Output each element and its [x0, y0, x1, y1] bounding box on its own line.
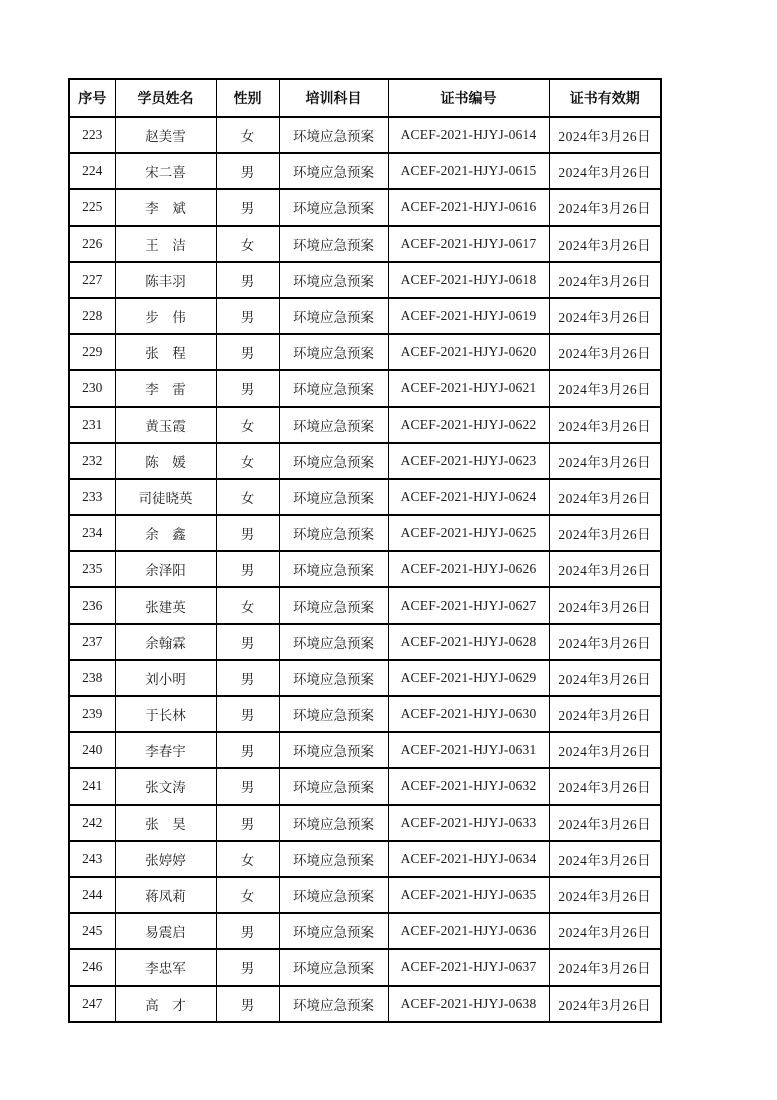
table-row — [69, 768, 661, 804]
row-number-cell: 225 — [69, 189, 115, 225]
certificate-number-cell: ACEF-2021-HJYJ-0625 — [388, 515, 549, 551]
student-name-cell: 余泽阳 — [115, 551, 216, 587]
certificate-number-cell: ACEF-2021-HJYJ-0619 — [388, 298, 549, 334]
certificate-number-cell: ACEF-2021-HJYJ-0617 — [388, 226, 549, 262]
table-row — [69, 913, 661, 949]
gender-cell: 男 — [216, 262, 279, 298]
validity-date-cell: 2024年3月26日 — [549, 986, 661, 1022]
validity-date-cell: 2024年3月26日 — [549, 587, 661, 623]
certificate-number-cell: ACEF-2021-HJYJ-0626 — [388, 551, 549, 587]
table-row — [69, 189, 661, 225]
validity-date-cell: 2024年3月26日 — [549, 949, 661, 985]
student-name-cell: 张 昊 — [115, 805, 216, 841]
certificate-number-cell: ACEF-2021-HJYJ-0638 — [388, 986, 549, 1022]
validity-date-cell: 2024年3月26日 — [549, 877, 661, 913]
gender-cell: 男 — [216, 153, 279, 189]
table-row — [69, 732, 661, 768]
table-row — [69, 407, 661, 443]
gender-cell: 女 — [216, 841, 279, 877]
table-row — [69, 841, 661, 877]
row-number-cell: 236 — [69, 587, 115, 623]
student-name-cell: 步 伟 — [115, 298, 216, 334]
student-name-cell: 司徒晓英 — [115, 479, 216, 515]
certificate-number-cell: ACEF-2021-HJYJ-0618 — [388, 262, 549, 298]
training-subject-cell: 环境应急预案 — [279, 660, 388, 696]
gender-cell: 女 — [216, 479, 279, 515]
gender-cell: 男 — [216, 189, 279, 225]
table-row — [69, 370, 661, 406]
training-subject-cell: 环境应急预案 — [279, 117, 388, 153]
certificate-number-cell: ACEF-2021-HJYJ-0635 — [388, 877, 549, 913]
certificate-number-cell: ACEF-2021-HJYJ-0629 — [388, 660, 549, 696]
training-subject-cell: 环境应急预案 — [279, 479, 388, 515]
table-row — [69, 877, 661, 913]
certificate-number-cell: ACEF-2021-HJYJ-0637 — [388, 949, 549, 985]
certificate-number-cell: ACEF-2021-HJYJ-0614 — [388, 117, 549, 153]
validity-date-cell: 2024年3月26日 — [549, 805, 661, 841]
student-name-cell: 易震启 — [115, 913, 216, 949]
validity-date-cell: 2024年3月26日 — [549, 913, 661, 949]
student-name-cell: 李春宇 — [115, 732, 216, 768]
certificate-number-cell: ACEF-2021-HJYJ-0631 — [388, 732, 549, 768]
training-subject-cell: 环境应急预案 — [279, 515, 388, 551]
table-header-row — [69, 79, 661, 117]
table-row — [69, 949, 661, 985]
validity-date-cell: 2024年3月26日 — [549, 841, 661, 877]
certificate-number-cell: ACEF-2021-HJYJ-0621 — [388, 370, 549, 406]
certificate-number-cell: ACEF-2021-HJYJ-0633 — [388, 805, 549, 841]
certificate-table — [68, 78, 662, 1023]
student-name-cell: 陈丰羽 — [115, 262, 216, 298]
training-subject-cell: 环境应急预案 — [279, 805, 388, 841]
table-row — [69, 298, 661, 334]
gender-cell: 男 — [216, 515, 279, 551]
row-number-cell: 238 — [69, 660, 115, 696]
row-number-cell: 243 — [69, 841, 115, 877]
gender-cell: 男 — [216, 732, 279, 768]
row-number-cell: 227 — [69, 262, 115, 298]
training-subject-cell: 环境应急预案 — [279, 624, 388, 660]
gender-cell: 男 — [216, 298, 279, 334]
table-row — [69, 515, 661, 551]
gender-cell: 女 — [216, 443, 279, 479]
validity-date-cell: 2024年3月26日 — [549, 298, 661, 334]
training-subject-cell: 环境应急预案 — [279, 768, 388, 804]
student-name-cell: 余 鑫 — [115, 515, 216, 551]
header-certificate-number: 证书编号 — [388, 79, 549, 117]
table-row — [69, 443, 661, 479]
validity-date-cell: 2024年3月26日 — [549, 515, 661, 551]
student-name-cell: 李 斌 — [115, 189, 216, 225]
validity-date-cell: 2024年3月26日 — [549, 479, 661, 515]
gender-cell: 男 — [216, 334, 279, 370]
certificate-number-cell: ACEF-2021-HJYJ-0622 — [388, 407, 549, 443]
validity-date-cell: 2024年3月26日 — [549, 624, 661, 660]
certificate-number-cell: ACEF-2021-HJYJ-0616 — [388, 189, 549, 225]
training-subject-cell: 环境应急预案 — [279, 877, 388, 913]
student-name-cell: 高 才 — [115, 986, 216, 1022]
training-subject-cell: 环境应急预案 — [279, 732, 388, 768]
training-subject-cell: 环境应急预案 — [279, 443, 388, 479]
row-number-cell: 232 — [69, 443, 115, 479]
row-number-cell: 229 — [69, 334, 115, 370]
training-subject-cell: 环境应急预案 — [279, 587, 388, 623]
validity-date-cell: 2024年3月26日 — [549, 696, 661, 732]
student-name-cell: 刘小明 — [115, 660, 216, 696]
certificate-number-cell: ACEF-2021-HJYJ-0627 — [388, 587, 549, 623]
table-row — [69, 479, 661, 515]
training-subject-cell: 环境应急预案 — [279, 551, 388, 587]
training-subject-cell: 环境应急预案 — [279, 226, 388, 262]
training-subject-cell: 环境应急预案 — [279, 949, 388, 985]
row-number-cell: 226 — [69, 226, 115, 262]
training-subject-cell: 环境应急预案 — [279, 841, 388, 877]
gender-cell: 男 — [216, 370, 279, 406]
training-subject-cell: 环境应急预案 — [279, 298, 388, 334]
student-name-cell: 张建英 — [115, 587, 216, 623]
table-row — [69, 660, 661, 696]
row-number-cell: 224 — [69, 153, 115, 189]
row-number-cell: 244 — [69, 877, 115, 913]
certificate-number-cell: ACEF-2021-HJYJ-0632 — [388, 768, 549, 804]
row-number-cell: 234 — [69, 515, 115, 551]
gender-cell: 男 — [216, 696, 279, 732]
row-number-cell: 231 — [69, 407, 115, 443]
table-row — [69, 153, 661, 189]
row-number-cell: 239 — [69, 696, 115, 732]
gender-cell: 男 — [216, 660, 279, 696]
student-name-cell: 李 雷 — [115, 370, 216, 406]
gender-cell: 女 — [216, 877, 279, 913]
row-number-cell: 237 — [69, 624, 115, 660]
validity-date-cell: 2024年3月26日 — [549, 660, 661, 696]
table-row — [69, 805, 661, 841]
student-name-cell: 蒋凤莉 — [115, 877, 216, 913]
table-row — [69, 624, 661, 660]
certificate-number-cell: ACEF-2021-HJYJ-0636 — [388, 913, 549, 949]
certificate-number-cell: ACEF-2021-HJYJ-0630 — [388, 696, 549, 732]
validity-date-cell: 2024年3月26日 — [549, 768, 661, 804]
gender-cell: 男 — [216, 913, 279, 949]
training-subject-cell: 环境应急预案 — [279, 370, 388, 406]
row-number-cell: 228 — [69, 298, 115, 334]
certificate-number-cell: ACEF-2021-HJYJ-0624 — [388, 479, 549, 515]
validity-date-cell: 2024年3月26日 — [549, 407, 661, 443]
gender-cell: 男 — [216, 624, 279, 660]
student-name-cell: 黄玉霞 — [115, 407, 216, 443]
training-subject-cell: 环境应急预案 — [279, 153, 388, 189]
row-number-cell: 233 — [69, 479, 115, 515]
gender-cell: 女 — [216, 587, 279, 623]
header-student-name: 学员姓名 — [115, 79, 216, 117]
table-row — [69, 696, 661, 732]
row-number-cell: 242 — [69, 805, 115, 841]
student-name-cell: 赵美雪 — [115, 117, 216, 153]
validity-date-cell: 2024年3月26日 — [549, 370, 661, 406]
certificate-number-cell: ACEF-2021-HJYJ-0634 — [388, 841, 549, 877]
student-name-cell: 于长林 — [115, 696, 216, 732]
gender-cell: 男 — [216, 768, 279, 804]
gender-cell: 男 — [216, 949, 279, 985]
gender-cell: 男 — [216, 805, 279, 841]
header-serial-number: 序号 — [69, 79, 115, 117]
header-gender: 性别 — [216, 79, 279, 117]
table-row — [69, 334, 661, 370]
student-name-cell: 余翰霖 — [115, 624, 216, 660]
certificate-number-cell: ACEF-2021-HJYJ-0615 — [388, 153, 549, 189]
validity-date-cell: 2024年3月26日 — [549, 732, 661, 768]
student-name-cell: 陈 媛 — [115, 443, 216, 479]
validity-date-cell: 2024年3月26日 — [549, 262, 661, 298]
header-validity-period: 证书有效期 — [549, 79, 661, 117]
validity-date-cell: 2024年3月26日 — [549, 153, 661, 189]
table-row — [69, 986, 661, 1022]
student-name-cell: 李忠军 — [115, 949, 216, 985]
student-name-cell: 张 程 — [115, 334, 216, 370]
student-name-cell: 张婷婷 — [115, 841, 216, 877]
table-row — [69, 551, 661, 587]
student-name-cell: 宋二喜 — [115, 153, 216, 189]
training-subject-cell: 环境应急预案 — [279, 696, 388, 732]
row-number-cell: 247 — [69, 986, 115, 1022]
table-row — [69, 587, 661, 623]
row-number-cell: 240 — [69, 732, 115, 768]
validity-date-cell: 2024年3月26日 — [549, 551, 661, 587]
row-number-cell: 246 — [69, 949, 115, 985]
row-number-cell: 245 — [69, 913, 115, 949]
gender-cell: 女 — [216, 407, 279, 443]
gender-cell: 男 — [216, 986, 279, 1022]
row-number-cell: 241 — [69, 768, 115, 804]
table-body — [69, 117, 661, 1022]
gender-cell: 男 — [216, 551, 279, 587]
row-number-cell: 230 — [69, 370, 115, 406]
certificate-number-cell: ACEF-2021-HJYJ-0620 — [388, 334, 549, 370]
certificate-number-cell: ACEF-2021-HJYJ-0628 — [388, 624, 549, 660]
gender-cell: 女 — [216, 226, 279, 262]
validity-date-cell: 2024年3月26日 — [549, 189, 661, 225]
validity-date-cell: 2024年3月26日 — [549, 334, 661, 370]
table-row — [69, 262, 661, 298]
validity-date-cell: 2024年3月26日 — [549, 226, 661, 262]
training-subject-cell: 环境应急预案 — [279, 986, 388, 1022]
student-name-cell: 张文涛 — [115, 768, 216, 804]
training-subject-cell: 环境应急预案 — [279, 334, 388, 370]
header-training-subject: 培训科目 — [279, 79, 388, 117]
training-subject-cell: 环境应急预案 — [279, 262, 388, 298]
certificate-number-cell: ACEF-2021-HJYJ-0623 — [388, 443, 549, 479]
validity-date-cell: 2024年3月26日 — [549, 117, 661, 153]
row-number-cell: 235 — [69, 551, 115, 587]
training-subject-cell: 环境应急预案 — [279, 189, 388, 225]
training-subject-cell: 环境应急预案 — [279, 407, 388, 443]
gender-cell: 女 — [216, 117, 279, 153]
table-row — [69, 226, 661, 262]
student-name-cell: 王 洁 — [115, 226, 216, 262]
training-subject-cell: 环境应急预案 — [279, 913, 388, 949]
validity-date-cell: 2024年3月26日 — [549, 443, 661, 479]
table-row — [69, 117, 661, 153]
row-number-cell: 223 — [69, 117, 115, 153]
